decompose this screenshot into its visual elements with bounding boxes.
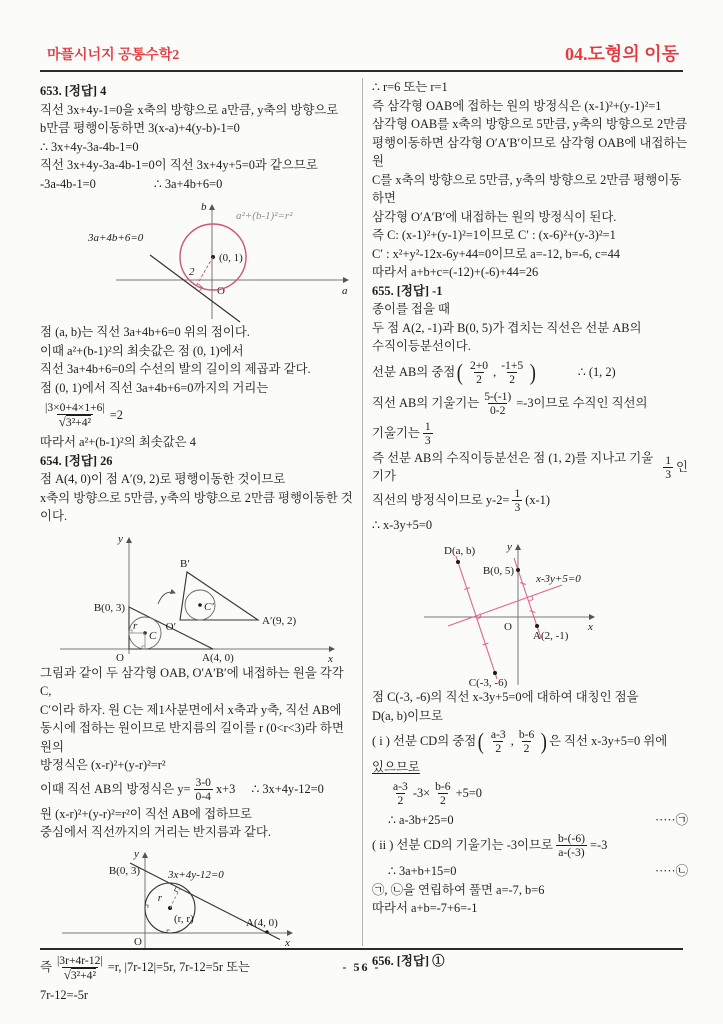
equation-text: ∴ a-3b+25=0 [388, 812, 454, 827]
origin-label: O [504, 621, 512, 633]
radius-label: r [133, 619, 138, 632]
distance-segment [195, 257, 213, 288]
solution-line: ∴ 3x+4y-3a-4b-1=0 [40, 139, 139, 154]
equation-text: 즉 선분 AB의 수직이등분선은 점 (1, 2)를 지나고 기울기가 [372, 450, 654, 483]
point-Oprime-label: O′ [165, 620, 176, 633]
solution-line: 삼각형 OAB를 x축의 방향으로 5만큼, y축의 방향으로 2만큼 [372, 117, 688, 131]
equation-text: =-3이므로 수직인 직선의 [516, 396, 648, 411]
solution-line: 점 C(-3, -6)의 직선 x-3y+5=0에 대하여 대칭인 점을 [372, 690, 639, 704]
point-B-label: B(0, 3) [93, 601, 125, 614]
problem-655-title: 655. [정답] -1 [372, 283, 443, 298]
triangle-OABprime [180, 572, 258, 620]
solution-line: x축의 방향으로 5만큼, y축의 방향으로 2만큼 평행이동한 것이다. [40, 490, 353, 523]
solution-line: 그림과 같이 두 삼각형 OAB, O′A′B′에 내접하는 원을 각각 C, [40, 665, 344, 698]
problem-654-title: 654. [정답] 26 [40, 453, 113, 468]
equation-text: 선분 AB의 중점 [372, 364, 456, 379]
solution-line: ㉠, ㉡을 연립하여 풀면 a=-7, b=6 [372, 882, 545, 897]
midpoint-line [372, 356, 688, 389]
point-Bprime-label: B′ [180, 557, 190, 570]
left-paren: ( [457, 359, 464, 385]
point-D-label: D(a, b) [444, 545, 476, 557]
solution-line: D(a, b)이므로 [372, 708, 443, 723]
case-i-line [372, 725, 688, 758]
bisector-line [372, 449, 688, 486]
incircle-Cprime-center [198, 603, 202, 607]
equation-text: -3× [412, 786, 431, 801]
point-B [516, 568, 520, 572]
equation-text: 즉 [40, 960, 52, 975]
solution-line: 따라서 a+b=-7+6=-1 [372, 901, 478, 915]
center-label: (r, r) [174, 912, 194, 925]
distance-formula [40, 397, 358, 433]
point-D [456, 560, 460, 564]
point-C [493, 671, 497, 675]
fraction: $\frac{-1+5}{2}$ [501, 358, 524, 386]
fraction: $\frac{b-6}{2}$ [518, 728, 535, 755]
solution-line: 직선 3x+4y-3a-4b-1=0이 직선 3x+4y+5=0과 같으므로 [40, 158, 318, 172]
fraction: $\frac{3-0}{0-4}$ [195, 776, 211, 803]
solution-line: 따라서 a²+(b-1)²의 최솟값은 4 [40, 435, 196, 449]
fraction: $\frac{1}{3}$ [665, 453, 672, 481]
left-paren: ( [478, 729, 485, 754]
point-B-label: B(0, 5) [482, 565, 514, 577]
equation-text: =r, |7r-12|=5r, 7r-12=5r 또는 [107, 960, 251, 975]
fraction: $\frac{a-3}{2}$ [393, 780, 408, 807]
solution-line: 점 A(4, 0)이 점 A′(9, 2)로 평행이동한 것이므로 [40, 472, 286, 486]
solution-line: C′ : x²+y²-12x-6y+44=0이므로 a=-12, b=-6, c=44 [372, 246, 620, 261]
equation-text: =-3 [590, 838, 608, 853]
equation-text: ∴ 3a+b+15=0 [388, 864, 457, 878]
fraction: $\frac{b-(-6)}{a-(-3)}$ [557, 832, 585, 859]
solution-line: ∴ x-3y+5=0 [372, 517, 433, 532]
fraction: |3r+4r-12| √ 3²+4² [56, 953, 103, 982]
axis-label-y: y [507, 541, 512, 553]
line-AB-equation [40, 775, 358, 805]
equation-text: 직선의 방정식이므로 y-2= [372, 493, 510, 508]
origin-label: O [134, 935, 142, 948]
solution-line: 수직이등분선이다. [372, 339, 471, 353]
solution-line: 즉 삼각형 OAB에 접하는 원의 방정식은 (x-1)²+(y-1)²=1 [372, 98, 662, 113]
book-title: 마플시너지 공통수학2 [47, 48, 180, 63]
tangent-line [150, 255, 240, 322]
underlined-text: 있으므로 [372, 760, 420, 774]
equation-text: (x-1) [525, 493, 551, 508]
translation-arrow [158, 592, 175, 604]
solution-line [372, 758, 688, 777]
solution-line: 동시에 접하는 원이므로 반지름의 길이를 r (0<r<3)라 하면 원의 [40, 721, 344, 754]
right-paren: ) [541, 729, 548, 754]
fraction: $\frac{b-6}{2}$ [435, 780, 451, 807]
axis-label-y: y [134, 847, 139, 860]
fraction: $\frac{1}{3}$ [424, 420, 431, 447]
line-equation-label: 3a+4b+6=0 [88, 232, 144, 244]
equation-tag: ·····㉠ [654, 812, 688, 827]
solution-line: ∴ r=6 또는 r=1 [372, 80, 448, 94]
equation-text: 은 직선 x-3y+5=0 위에 [548, 734, 668, 749]
equation-text: ∴ (1, 2) [577, 364, 616, 379]
solution-line [40, 175, 358, 194]
fraction: $\frac{a-3}{2}$ [490, 728, 506, 755]
line-equation [372, 486, 688, 516]
solution-line: 직선 3x+4y-1=0을 x축의 방향으로 a만큼, y축의 방향으로 [40, 102, 339, 117]
equation-text: 인 [676, 459, 688, 474]
circle-equation-label: a²+(b-1)²=r² [236, 210, 293, 222]
incircle-Cprime-label: C′ [204, 600, 214, 613]
page-number: - 56 - [342, 960, 381, 974]
solution-line: 즉 C: (x-1)²+(y-1)²=1이므로 C′ : (x-6)²+(y-3)²=1 [372, 228, 616, 242]
solution-line: b만큼 평행이동하면 3(x-a)+4(y-b)-1=0 [40, 121, 240, 135]
radius-label: r [157, 891, 162, 904]
origin-label: O [217, 285, 225, 297]
solution-line: 원 (x-r)²+(y-r)²=r²이 직선 AB에 접하므로 [40, 806, 252, 821]
sqrt-sign: √ [63, 966, 71, 982]
point-A-label: A(2, -1) [533, 630, 569, 642]
comma: , [510, 734, 514, 749]
equation-text: 이때 직선 AB의 방정식은 y= [40, 782, 191, 797]
radius-segment [170, 888, 180, 907]
solution-line: 중심에서 직선까지의 거리는 반지름과 같다. [40, 825, 271, 839]
equation-text: 기울기는 [372, 426, 420, 441]
point-A-label: A(4, 0) [246, 916, 278, 929]
axis-label-a: a [342, 285, 348, 297]
diagram-654-triangles [50, 530, 345, 664]
chapter-title: 04.도형의 이동 [565, 44, 679, 64]
slope-line [372, 389, 688, 419]
fraction: $\frac{2+0}{2}$ [469, 358, 489, 386]
right-paren: ) [529, 359, 537, 385]
header-rule [40, 70, 683, 72]
solution-line: 따라서 a+b+c=(-12)+(-6)+44=26 [372, 265, 539, 279]
equation-text: +5=0 [455, 786, 482, 801]
fraction: $\frac{5-(-1)}{0-2}$ [484, 390, 512, 417]
case-i-equation [388, 777, 688, 811]
line-equation-label: 3x+4y-12=0 [168, 868, 224, 881]
axis-label-y: y [118, 532, 123, 545]
diagram-655-reflection [400, 538, 690, 688]
problem-656-title: 656. [정답] ① [372, 953, 445, 968]
origin-label: O [116, 651, 124, 664]
equation-result: =2 [109, 407, 123, 422]
point-Aprime-label: A′(9, 2) [262, 614, 297, 627]
solution-line: 점 (a, b)는 직선 3a+4b+6=0 위의 점이다. [40, 325, 250, 339]
point-C-label: C(-3, -6) [468, 677, 508, 688]
solution-line: 삼각형 O′A′B′에 내접하는 원의 방정식이 된다. [372, 209, 617, 224]
equation-text: ( i ) 선분 CD의 중점 [372, 734, 477, 749]
equation-text: 직선 AB의 기울기는 [372, 396, 480, 411]
slope-value-line [372, 419, 688, 449]
axis-label-x: x [328, 652, 333, 664]
equation-text: ∴ 3x+4y-12=0 [251, 782, 324, 797]
sqrt-sign: √ [58, 414, 66, 429]
point-B-label: B(0, 3) [108, 864, 140, 877]
solution-line: 방정식은 (x-r)²+(y-r)²=r² [40, 758, 166, 772]
right-column [372, 78, 688, 970]
result-with-tag [388, 862, 688, 881]
footer-rule [40, 948, 683, 950]
axis-label-x: x [588, 621, 593, 633]
equation: -3a-4b-1=0 [40, 176, 96, 191]
equation-tag: ·····㉡ [654, 864, 688, 878]
solution-line: 점 (0, 1)에서 직선 3a+4b+6=0까지의 거리는 [40, 380, 269, 395]
point-A-label: A(4, 0) [202, 651, 234, 664]
axis-label-x: x [285, 936, 290, 949]
point-A [265, 930, 269, 934]
point-A [535, 624, 539, 628]
solution-line: C를 x축의 방향으로 5만큼, y축의 방향으로 2만큼 평행이동하면 [372, 172, 682, 205]
incircle-C-label: C [149, 629, 157, 642]
solution-line: 두 점 A(2, -1)과 B(0, 5)가 겹치는 직선은 선분 AB의 [372, 320, 642, 335]
diagram-654-incircle-tangent [50, 846, 350, 950]
result-with-tag [388, 811, 688, 830]
center-label: (0, 1) [219, 252, 243, 264]
solution-line: 7r-12=-5r [40, 987, 89, 1002]
left-column [40, 82, 358, 1004]
bisector-line [448, 585, 562, 626]
diagram-653-circle-tangent [80, 197, 380, 323]
solution-line: 평행이동하면 삼각형 O′A′B′이므로 삼각형 OAB에 내접하는 원 [372, 135, 688, 168]
equation-text: x+3 [215, 782, 236, 797]
solution-line: C′이라 하자. 원 C는 제1사분면에서 x축과 y축, 직선 AB에 [40, 702, 342, 717]
solution-line: 종이를 접을 때 [372, 302, 451, 316]
equation: ∴ 3a+4b+6=0 [153, 176, 223, 191]
axis-label-b: b [201, 201, 207, 213]
solution-line: 직선 3a+4b+6=0의 수선의 발의 길이의 제곱과 같다. [40, 362, 311, 376]
fraction: |3×0+4×1+6| √ 3²+4² [45, 401, 105, 429]
line-equation-label: x-3y+5=0 [536, 573, 581, 585]
problem-653-title: 653. [정답] 4 [40, 84, 107, 98]
distance-label: 2 [189, 266, 195, 278]
case-ii-line [372, 829, 688, 862]
fraction: $\frac{1}{3}$ [514, 487, 521, 514]
solution-line: 이때 a²+(b-1)²의 최솟값은 점 (0, 1)에서 [40, 343, 244, 358]
comma: , [493, 364, 497, 379]
equation-text: ( ii ) 선분 CD의 기울기는 -3이므로 [372, 838, 553, 853]
